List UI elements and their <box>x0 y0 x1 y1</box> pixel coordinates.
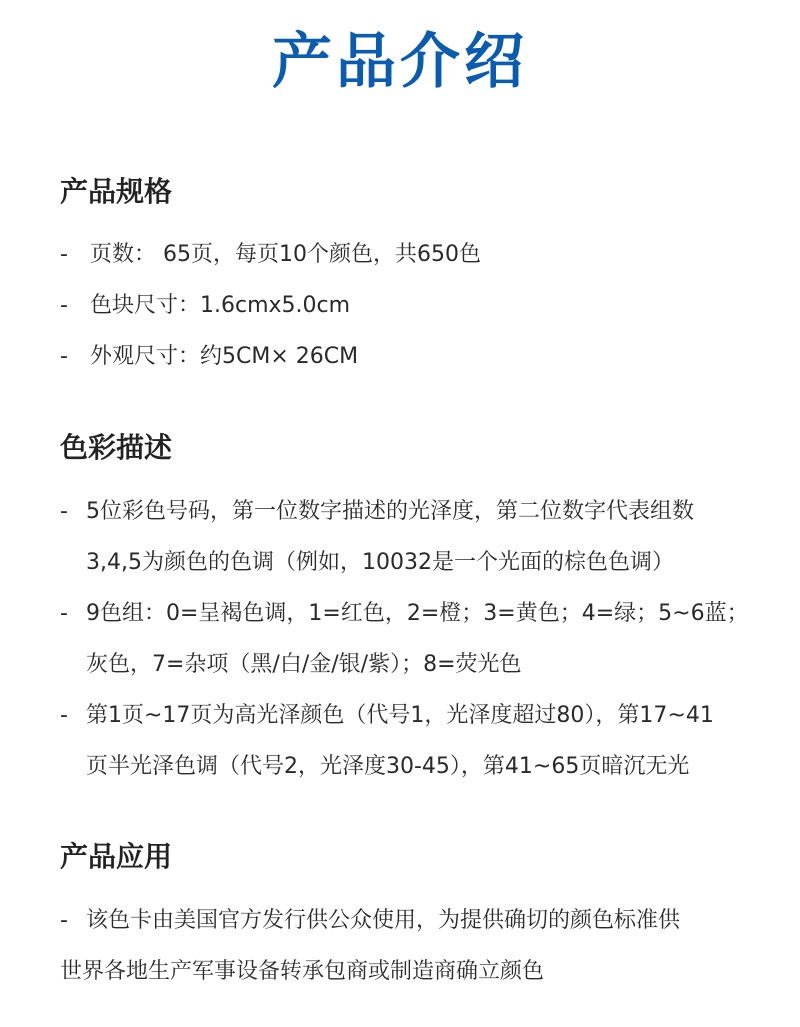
bullet: - <box>60 703 68 728</box>
color-item-2-line2: 灰色，7=杂项（黑/白/金/银/紫）；8=荧光色 <box>86 652 522 677</box>
color-heading: 色彩描述 <box>60 431 173 464</box>
bullet: - <box>60 908 68 933</box>
bullet: - <box>60 344 68 369</box>
bullet: - <box>60 293 68 318</box>
color-item-2-line1: 9色组：0=呈褐色调，1=红色，2=橙；3=黄色；4=绿；5~6蓝； <box>86 601 749 626</box>
color-item-3-line1: 第1页~17页为高光泽颜色（代号1，光泽度超过80），第17~41 <box>86 703 714 728</box>
page-title: 产品介绍 <box>272 27 528 97</box>
spec-item-outer-size: 外观尺寸：约5CM× 26CM <box>90 344 359 369</box>
bullet: - <box>60 499 68 524</box>
bullet: - <box>60 601 68 626</box>
app-line1: 该色卡由美国官方发行供公众使用，为提供确切的颜色标准供 <box>86 908 681 933</box>
bullet: - <box>60 242 68 267</box>
spec-heading: 产品规格 <box>60 175 173 208</box>
color-item-1-line2: 3,4,5为颜色的色调（例如，10032是一个光面的棕色色调） <box>86 550 674 575</box>
color-item-1-line1: 5位彩色号码，第一位数字描述的光泽度，第二位数字代表组数 <box>86 499 694 524</box>
color-item-3-line2: 页半光泽色调（代号2，光泽度30-45），第41~65页暗沉无光 <box>86 754 690 779</box>
spec-item-swatch-size: 色块尺寸：1.6cmx5.0cm <box>90 293 351 318</box>
spec-item-pages: 页数： 65页，每页10个颜色，共650色 <box>90 242 481 267</box>
app-heading: 产品应用 <box>60 840 173 873</box>
app-line2: 世界各地生产军事设备转承包商或制造商确立颜色 <box>60 959 545 984</box>
